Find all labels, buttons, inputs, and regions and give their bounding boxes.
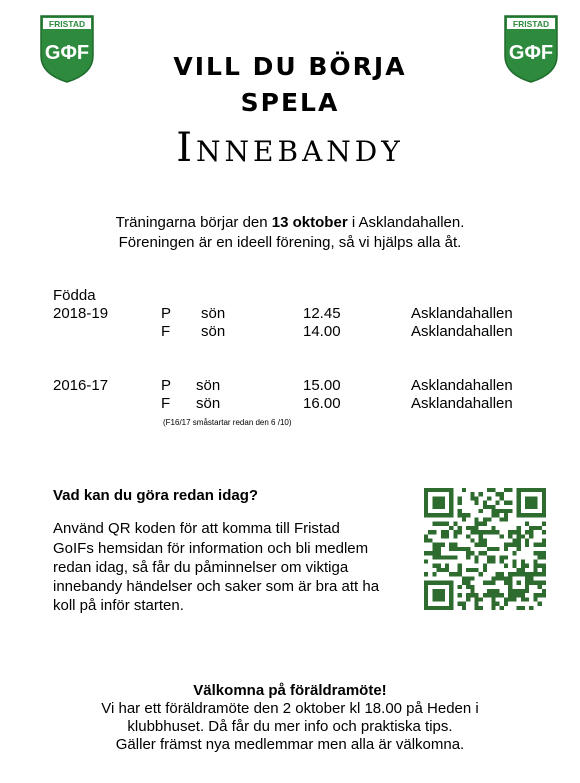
intro-line-2: Föreningen är en ideell förening, så vi hjälps alla åt. [118, 234, 462, 251]
group-years: 2018-19 [53, 305, 109, 322]
footer-line: Vi har ett föräldramöte den 2 oktober kl 18.00 på Heden i [101, 700, 479, 717]
intro-line-1 [0, 213, 580, 232]
row-gender: P [161, 377, 172, 394]
today-line: Använd QR koden för att komma till Fristad [53, 520, 340, 537]
footer-line: klubbhuset. Då får du mer info och praktiska tips. [127, 718, 453, 735]
logo-text-top: FRISTAD [48, 19, 86, 29]
group-years: 2016-17 [53, 377, 109, 394]
row-place: Asklandahallen [411, 395, 513, 412]
row-time: 14.00 [303, 323, 341, 340]
today-line: GoIFs hemsidan för information och bli medlem [53, 540, 369, 557]
row-day: sön [196, 395, 221, 412]
footer-heading: Välkomna på föräldramöte! [193, 682, 387, 699]
title-line-1: VILL DU BÖRJA [173, 52, 407, 81]
schedule-note: (F16/17 småstartar redan den 6 /10) [163, 418, 292, 427]
logo-text-top: FRISTAD [512, 19, 550, 29]
row-time: 16.00 [303, 395, 341, 412]
row-place: Asklandahallen [411, 323, 513, 340]
row-gender: F [161, 395, 171, 412]
intro-date: 13 oktober [271, 214, 348, 231]
today-line: innebandy händelser och saker som är bra att ha [53, 578, 380, 595]
row-place: Asklandahallen [411, 377, 513, 394]
row-gender: F [161, 323, 171, 340]
logo-text-main: GΦF [44, 42, 90, 64]
today-line: redan idag, så får du påminnelser om viktiga [53, 559, 349, 576]
row-day: sön [196, 377, 221, 394]
row-gender: P [161, 305, 172, 322]
today-heading: Vad kan du göra redan idag? [53, 487, 259, 504]
row-place: Asklandahallen [411, 305, 513, 322]
intro-text-post: i Asklandahallen. [347, 214, 465, 231]
row-day: sön [201, 305, 226, 322]
title-main: Innebandy [176, 125, 404, 171]
row-day: sön [201, 323, 226, 340]
footer-line: Gäller främst nya medlemmar men alla är välkomna. [115, 736, 465, 753]
qr-code[interactable] [424, 488, 546, 610]
title-line-2: SPELA [240, 88, 340, 117]
today-line: koll på inför starten. [53, 597, 184, 614]
schedule-header: Födda [53, 287, 96, 304]
logo-text-main: GΦF [508, 42, 554, 64]
intro-text-pre: Träningarna börjar den [115, 214, 272, 231]
row-time: 15.00 [303, 377, 341, 394]
row-time: 12.45 [303, 305, 341, 322]
